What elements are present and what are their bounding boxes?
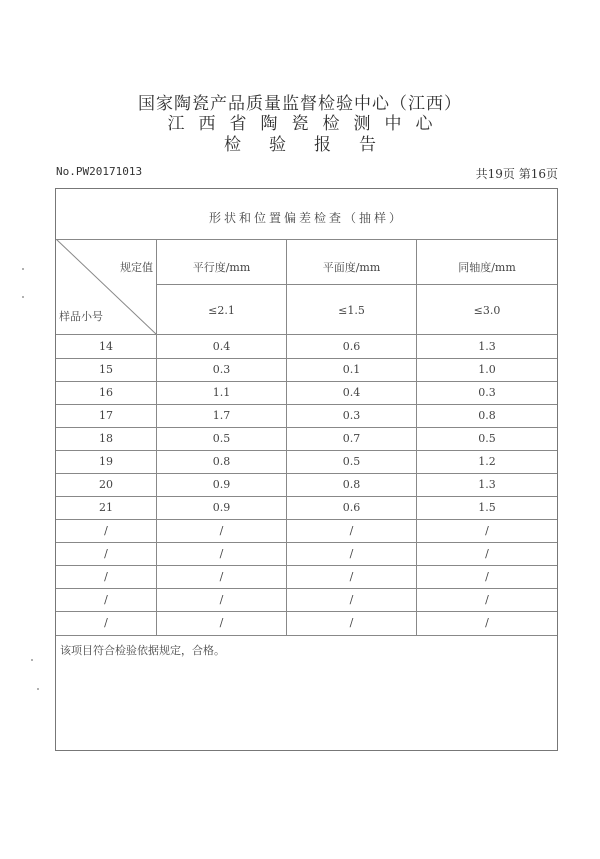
measurement-cell: / [219,593,224,606]
sample-number-cell: 20 [99,478,113,491]
col-header-coaxiality: 同轴度/mm [458,261,516,274]
measurement-cell: 1.2 [478,455,496,468]
measurement-cell: / [485,524,489,537]
measurement-cell: 1.3 [478,340,496,353]
measurement-cell: 0.6 [342,340,361,353]
measurement-cell: 0.3 [212,363,231,376]
measurement-cell: 1.7 [212,409,231,422]
measurement-cell: / [349,547,354,560]
measurement-cell: / [219,547,224,560]
measurement-cell: 0.3 [478,386,496,399]
measurement-cell: 0.9 [212,501,231,514]
measurement-cell: / [219,616,224,629]
measurement-cell: 0.8 [478,409,496,422]
measurement-cell: 0.9 [212,478,231,491]
sample-number-cell: 15 [99,363,113,376]
measurement-cell: / [349,524,354,537]
sample-number-cell: / [104,547,108,560]
header-provincial-center: 江西省陶瓷检测中心 [167,114,447,134]
sample-number-cell: 19 [99,455,113,468]
measurement-cell: 1.0 [478,363,496,376]
inspection-table [55,188,558,751]
header-report-title: 检验报告 [224,135,404,155]
conclusion-text: 该项目符合检验依据规定，合格。 [60,644,225,657]
measurement-cell: 0.7 [342,432,361,445]
measurement-cell: / [485,570,489,583]
measurement-cell: 1.5 [478,501,496,514]
measurement-cell: / [349,593,354,606]
sample-number-cell: 18 [99,432,113,445]
corner-label-sample: 样品小号 [59,310,103,323]
measurement-cell: 0.3 [342,409,361,422]
measurement-cell: 0.1 [342,363,361,376]
measurement-cell: 0.4 [342,386,361,399]
measurement-cell: / [485,593,489,606]
spec-flatness: ≤1.5 [338,304,365,317]
header-center-name: 国家陶瓷产品质量监督检验中心（江西） [138,94,462,114]
measurement-cell: / [485,616,489,629]
measurement-cell: 0.8 [342,478,361,491]
col-header-flatness: 平面度/mm [322,261,381,274]
page-indicator: 共19页 第16页 [475,167,558,181]
measurement-cell: 0.5 [212,432,231,445]
measurement-cell: 1.3 [478,478,496,491]
report-number: No.PW20171013 [56,165,143,178]
sample-number-cell: / [104,593,108,606]
sample-number-cell: 21 [99,501,113,514]
measurement-cell: / [219,524,224,537]
measurement-cell: / [349,570,354,583]
measurement-cell: 1.1 [212,386,231,399]
measurement-cell: / [485,547,489,560]
sample-number-cell: 17 [99,409,113,422]
spec-coaxiality: ≤3.0 [473,304,501,317]
col-header-parallelism: 平行度/mm [192,261,251,274]
measurement-cell: 0.6 [342,501,361,514]
measurement-cell: 0.5 [342,455,361,468]
sample-number-cell: / [104,616,108,629]
corner-label-spec: 规定值 [120,261,153,274]
sample-number-cell: 16 [99,386,113,399]
sample-number-cell: / [104,524,108,537]
measurement-cell: 0.8 [212,455,231,468]
spec-parallelism: ≤2.1 [208,304,235,317]
table-title: 形状和位置偏差检查（抽样） [208,211,404,225]
measurement-cell: / [349,616,354,629]
sample-number-cell: / [104,570,108,583]
measurement-cell: 0.4 [212,340,231,353]
measurement-cell: / [219,570,224,583]
measurement-cell: 0.5 [478,432,496,445]
sample-number-cell: 14 [99,340,113,353]
